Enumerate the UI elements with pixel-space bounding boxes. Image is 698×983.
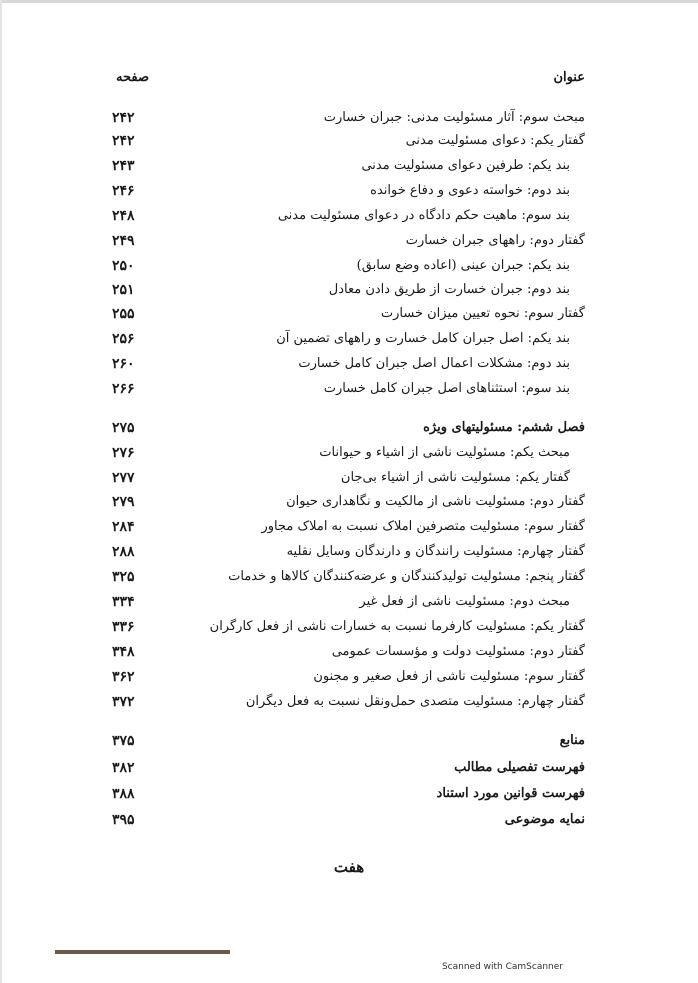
toc-entry-title: گفتار دوم: مسئولیت ناشی از مالکیت و نگاهداری حیوان <box>286 494 585 509</box>
toc-page-number: ۲۶۶ <box>112 381 135 397</box>
toc-entry <box>0 694 698 718</box>
toc-page-number: ۲۴۳ <box>112 158 135 174</box>
toc-page-number: ۳۹۵ <box>112 812 135 828</box>
toc-entry <box>0 733 698 757</box>
toc-page-number: ۲۴۲ <box>112 110 135 126</box>
page-number-word: هفت <box>333 858 365 876</box>
toc-entry <box>0 381 698 405</box>
toc-entry <box>0 331 698 355</box>
toc-entry-title: گفتار پنجم: مسئولیت تولیدکنندگان و عرضه‌کنندگان کالاها و خدمات <box>228 569 585 584</box>
toc-page-number: ۳۲۵ <box>112 569 135 585</box>
toc-page-number: ۲۴۹ <box>112 233 135 249</box>
toc-entry-title: گفتار دوم: مسئولیت دولت و مؤسسات عمومی <box>331 644 585 659</box>
toc-entry-title: منابع <box>559 733 585 748</box>
toc-page-number: ۳۳۴ <box>112 594 135 610</box>
toc-page-number: ۲۷۹ <box>112 494 135 510</box>
toc-entry-title: بند دوم: جبران خسارت از طریق دادن معادل <box>328 282 570 297</box>
toc-entry <box>0 544 698 568</box>
toc-entry-title: گفتار یکم: مسئولیت کارفرما نسبت به خسارات ناشی از فعل کارگران <box>209 619 585 634</box>
toc-page-number: ۲۴۲ <box>112 133 135 149</box>
toc-page-number: ۲۶۰ <box>112 356 135 372</box>
toc-entry-title: گفتار چهارم: مسئولیت متصدی حمل‌ونقل نسبت به فعل دیگران <box>245 694 585 709</box>
toc-entry-title: فهرست قوانین مورد استناد <box>436 786 585 801</box>
toc-page-number: ۲۵۰ <box>112 258 135 274</box>
toc-entry <box>0 619 698 643</box>
toc-entry <box>0 420 698 444</box>
toc-entry-title: گفتار سوم: مسئولیت ناشی از فعل صغیر و مجنون <box>313 669 585 684</box>
toc-page-number: ۳۴۸ <box>112 644 135 660</box>
toc-page-number: ۳۶۲ <box>112 669 135 685</box>
toc-entry-title: بند یکم: اصل جبران کامل خسارت و راههای تضمین آن <box>276 331 570 346</box>
toc-entry-title: فهرست تفصیلی مطالب <box>454 760 585 775</box>
toc-entry <box>0 786 698 810</box>
toc-entry <box>0 183 698 207</box>
toc-entry-title: بند سوم: ماهیت حکم دادگاه در دعوای مسئولیت مدنی <box>277 208 570 223</box>
toc-page-number: ۳۸۸ <box>112 786 135 802</box>
toc-entry-title: فصل ششم: مسئولیتهای ویژه <box>423 420 585 435</box>
toc-entry <box>0 519 698 543</box>
toc-entry <box>0 445 698 469</box>
toc-entry-title: بند سوم: استثناهای اصل جبران کامل خسارت <box>323 381 570 396</box>
toc-entry-title: گفتار سوم: نحوه تعیین میزان خسارت <box>380 306 585 321</box>
toc-entry <box>0 282 698 306</box>
toc-entry <box>0 258 698 282</box>
toc-entry <box>0 356 698 380</box>
toc-entry-title: گفتار سوم: مسئولیت متصرفین املاک نسبت به املاک مجاور <box>261 519 585 534</box>
toc-page-number: ۳۳۶ <box>112 619 135 635</box>
toc-entry-title: مبحث سوم: آثار مسئولیت مدنی: جبران خسارت <box>323 110 585 125</box>
toc-entry <box>0 470 698 494</box>
scan-artifact-bar <box>55 950 230 954</box>
toc-page-number: ۳۷۲ <box>112 694 135 710</box>
toc-page-number: ۳۷۵ <box>112 733 135 749</box>
toc-page-number: ۲۵۱ <box>112 282 135 298</box>
toc-entry <box>0 110 698 134</box>
toc-page-number: ۲۴۶ <box>112 183 135 199</box>
toc-page-number: ۲۷۷ <box>112 470 135 486</box>
toc-entry <box>0 306 698 330</box>
toc-entry-title: نمایه موضوعی <box>504 812 585 827</box>
toc-entry <box>0 133 698 157</box>
scanner-watermark: Scanned with CamScanner <box>441 962 563 972</box>
toc-page-number: ۲۵۶ <box>112 331 135 347</box>
toc-entry-title: مبحث یکم: مسئولیت ناشی از اشیاء و حیوانات <box>319 445 570 460</box>
toc-entry <box>0 669 698 693</box>
toc-entry <box>0 644 698 668</box>
toc-entry <box>0 569 698 593</box>
toc-entry-title: بند دوم: مشکلات اعمال اصل جبران کامل خسارت <box>298 356 570 371</box>
toc-page-number: ۲۷۵ <box>112 420 135 436</box>
toc-entry-title: گفتار چهارم: مسئولیت رانندگان و دارندگان وسایل نقلیه <box>286 544 585 559</box>
toc-entry <box>0 233 698 257</box>
toc-entry <box>0 494 698 518</box>
toc-entry <box>0 812 698 836</box>
toc-entry <box>0 208 698 232</box>
toc-entry-title: مبحث دوم: مسئولیت ناشی از فعل غیر <box>359 594 570 609</box>
toc-entry <box>0 158 698 182</box>
toc-entry-title: گفتار یکم: دعوای مسئولیت مدنی <box>405 133 585 148</box>
toc-entry-title: بند یکم: جبران عینی (اعاده وضع سابق) <box>356 258 570 273</box>
toc-entry <box>0 594 698 618</box>
column-header-title: عنوان <box>553 70 585 85</box>
toc-entry-title: بند یکم: طرفین دعوای مسئولیت مدنی <box>361 158 570 173</box>
toc-page-number: ۲۵۵ <box>112 306 135 322</box>
toc-entry <box>0 760 698 784</box>
toc-page-number: ۲۸۸ <box>112 544 135 560</box>
toc-page-number: ۲۷۶ <box>112 445 135 461</box>
toc-entry-title: گفتار یکم: مسئولیت ناشی از اشیاء بی‌جان <box>340 470 570 485</box>
toc-entry-title: بند دوم: خواسته دعوی و دفاع خوانده <box>370 183 570 198</box>
toc-page-number: ۲۸۴ <box>112 519 135 535</box>
toc-page-number: ۳۸۲ <box>112 760 135 776</box>
toc-page-number: ۲۴۸ <box>112 208 135 224</box>
toc-entry-title: گفتار دوم: راههای جبران خسارت <box>405 233 585 248</box>
column-header-page: صفحه <box>116 70 149 85</box>
